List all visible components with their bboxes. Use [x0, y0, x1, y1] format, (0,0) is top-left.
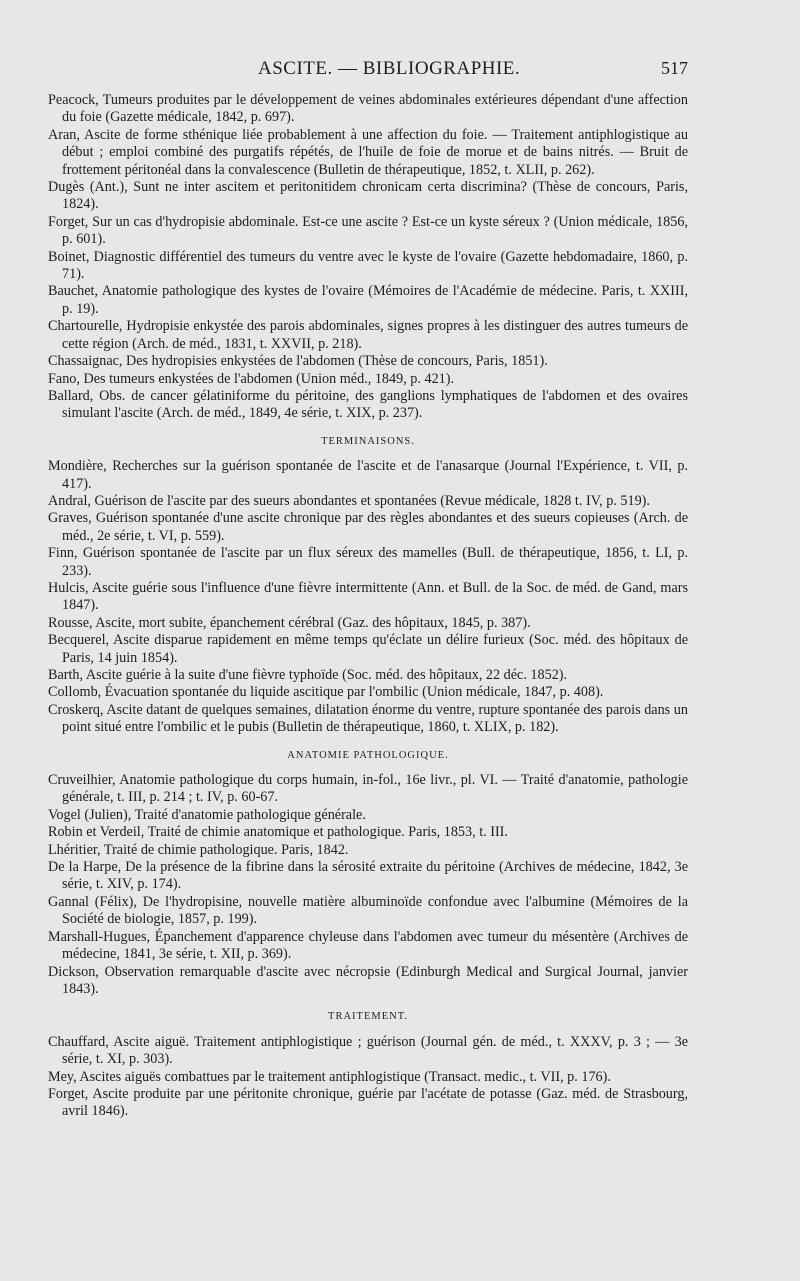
bib-entry: Chassaignac, Des hydropisies enkystées de l'abdomen (Thèse de concours, Paris, 1851). — [48, 353, 548, 370]
bib-entry: Mondière, Recherches sur la guérison spontanée de l'ascite et de l'anasarque (Journal l'Expérience, t. VII, p. 417). — [48, 458, 688, 492]
section-heading-terminaisons: TERMINAISONS. — [321, 435, 415, 447]
bib-entry: Robin et Verdeil, Traité de chimie anatomique et pathologique. Paris, 1853, t. III. — [48, 824, 508, 841]
bib-entry: Boinet, Diagnostic différentiel des tumeurs du ventre avec le kyste de l'ovaire (Gazette hebdomadaire, 1860, p. 71). — [48, 248, 688, 283]
bib-entry: Bauchet, Anatomie pathologique des kystes de l'ovaire (Mémoires de l'Académie de médecine. Paris, t. XXIII, p. 19). — [48, 283, 688, 317]
bib-entry: De la Harpe, De la présence de la fibrine dans la sérosité extraite du péritoine (Archives de médecine, 1842, 3e série, t. XIV, p. 174). — [48, 859, 688, 893]
bib-entry: Fano, Des tumeurs enkystées de l'abdomen (Union méd., 1849, p. 421). — [48, 370, 455, 387]
bib-entry: Forget, Ascite produite par une péritonite chronique, guérie par l'acétate de potasse (Gaz. méd. de Strasbourg, avril 1846). — [48, 1085, 688, 1120]
bib-entry: Lhéritier, Traité de chimie pathologique. Paris, 1842. — [48, 841, 349, 858]
bib-entry: Graves, Guérison spontanée d'une ascite chronique par des règles abondantes et des sueurs copieuses (Arch. de méd., 2e série, t. VI, p. 559). — [48, 510, 688, 544]
bib-entry: Dickson, Observation remarquable d'ascite avec nécropsie (Edinburgh Medical and Surgical Journal, janvier 1843). — [48, 963, 688, 997]
bib-entry: Aran, Ascite de forme sthénique liée probablement à une affection du foie. — Traitement antiphlogistique au début ; emploi combiné des purgatifs répétés, de l'huile de foie de morue et de bains nitrés. — Bruit de frottement péritonéal dans la convalescence (Bulletin de thérapeutique, 1852, t. XLII, p. 262). — [48, 126, 688, 178]
bib-entry: Chauffard, Ascite aiguë. Traitement antiphlogistique ; guérison (Journal gén. de méd., t. XXXV, p. 3 ; — 3e série, t. XI, p. 303). — [48, 1033, 688, 1068]
bib-entry: Peacock, Tumeurs produites par le développement de veines abdominales extérieures dépendant d'une affection du foie (Gazette médicale, 1842, p. 697). — [48, 92, 688, 126]
bib-entry: Mey, Ascites aiguës combattues par le traitement antiphlogistique (Transact. medic., t. VII, p. 176). — [48, 1068, 611, 1085]
section-heading-anatomie: ANATOMIE PATHOLOGIQUE. — [287, 749, 449, 761]
entries-group-4 — [48, 1034, 688, 1121]
section-heading-traitement: TRAITEMENT. — [328, 1011, 408, 1023]
bib-entry: Collomb, Évacuation spontanée du liquide ascitique par l'ombilic (Union médicale, 1847, p. 408). — [48, 684, 604, 701]
bib-entry: Cruveilhier, Anatomie pathologique du corps humain, in-fol., 16e livr., pl. VI. — Traité d'anatomie, pathologie générale, t. III, p. 214 ; t. IV, p. 60-67. — [48, 772, 688, 806]
entries-group-3 — [48, 772, 688, 998]
page-number: 517 — [661, 58, 688, 78]
bib-entry: Becquerel, Ascite disparue rapidement en même temps qu'éclate un délire furieux (Soc. méd. des hôpitaux de Paris, 14 juin 1854). — [48, 632, 688, 666]
bib-entry: Forget, Sur un cas d'hydropisie abdominale. Est-ce une ascite ? Est-ce un kyste séreux ? (Union médicale, 1856, p. 601). — [48, 213, 688, 248]
bib-entry: Rousse, Ascite, mort subite, épanchement cérébral (Gaz. des hôpitaux, 1845, p. 387). — [48, 614, 531, 631]
bib-entry: Vogel (Julien), Traité d'anatomie pathologique générale. — [48, 806, 366, 823]
bibliography-body — [48, 92, 688, 1121]
entries-group-2 — [48, 458, 688, 737]
bib-entry: Dugès (Ant.), Sunt ne inter ascitem et peritonitidem chronicam certa discrimina? (Thèse de concours, Paris, 1824). — [48, 179, 688, 213]
bib-entry: Andral, Guérison de l'ascite par des sueurs abondantes et spontanées (Revue médicale, 1828 t. IV, p. 519). — [48, 492, 650, 509]
bib-entry: Hulcis, Ascite guérie sous l'influence d'une fièvre intermittente (Ann. et Bull. de la Soc. de méd. de Gand, mars 1847). — [48, 579, 688, 614]
bib-entry: Croskerq, Ascite datant de quelques semaines, dilatation énorme du ventre, rupture spontanée des parois dans un point situé entre l'ombilic et le pubis (Bulletin de thérapeutique, 1860, t. XLIX, p. 182). — [48, 701, 688, 736]
running-title: ASCITE. — BIBLIOGRAPHIE. — [258, 58, 521, 79]
page-header — [48, 58, 688, 84]
bib-entry: Finn, Guérison spontanée de l'ascite par un flux séreux des mamelles (Bull. de thérapeutique, 1856, t. LI, p. 233). — [48, 545, 688, 579]
bib-entry: Marshall-Hugues, Épanchement d'apparence chyleuse dans l'abdomen avec tumeur du mésentère (Archives de médecine, 1841, 3e série, t. XII, p. 369). — [48, 928, 688, 963]
bib-entry: Ballard, Obs. de cancer gélatiniforme du péritoine, des ganglions lymphatiques de l'abdomen et des ovaires simulant l'ascite (Arch. de méd., 1849, 4e série, t. XIX, p. 237). — [48, 387, 688, 422]
bib-entry: Barth, Ascite guérie à la suite d'une fièvre typhoïde (Soc. méd. des hôpitaux, 22 déc. 1852). — [48, 667, 568, 683]
entries-group-1 — [48, 92, 688, 423]
bib-entry: Chartourelle, Hydropisie enkystée des parois abdominales, signes propres à les distinguer des autres tumeurs de cette région (Arch. de méd., 1831, t. XXVII, p. 218). — [48, 318, 688, 352]
bib-entry: Gannal (Félix), De l'hydropisine, nouvelle matière albuminoïde confondue avec l'albumine (Mémoires de la Société de biologie, 1857, p. 199). — [48, 893, 688, 928]
